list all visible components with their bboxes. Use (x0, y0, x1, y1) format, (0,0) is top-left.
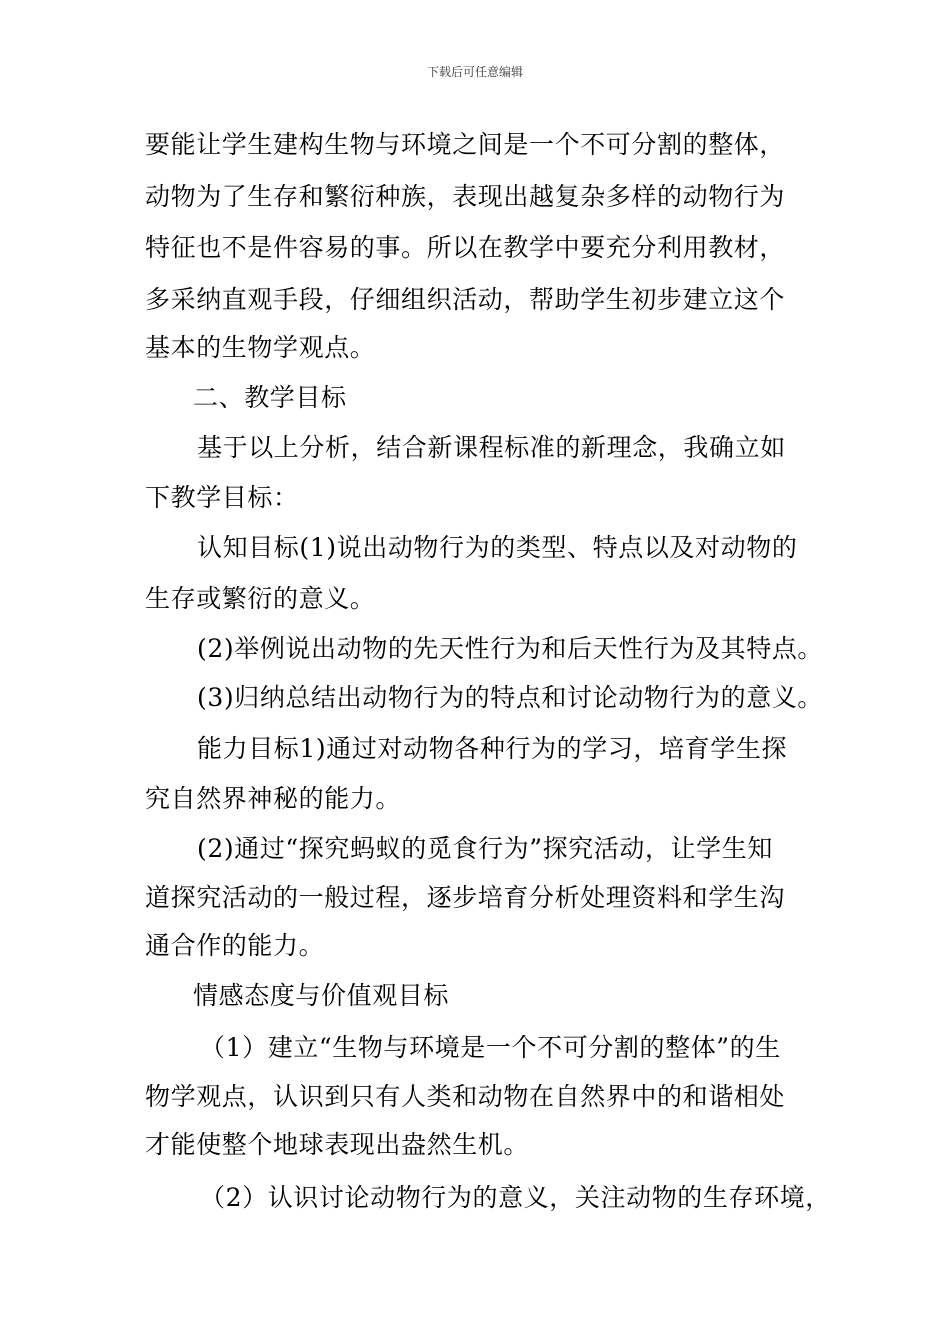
page-header: 下载后可任意编辑 (426, 65, 523, 79)
body-line: 才能使整个地球表现出盎然生机。 (145, 1130, 530, 1159)
section-heading: 情感态度与价值观目标 (193, 981, 450, 1010)
body-line: 究自然界神秘的能力。 (145, 784, 402, 813)
body-line: 生存或繁衍的意义。 (145, 584, 376, 613)
body-line: 下教学目标： (145, 483, 299, 512)
body-line: (3)归纳总结出动物行为的特点和讨论动物行为的意义。 (197, 683, 824, 712)
body-line: 物学观点，认识到只有人类和动物在自然界中的和谐相处 (145, 1082, 786, 1111)
body-line: 认知目标(1)说出动物行为的类型、特点以及对动物的 (197, 533, 798, 562)
body-line: 动物为了生存和繁衍种族，表现出越复杂多样的动物行为 (145, 182, 786, 211)
body-line: 多采纳直观手段，仔细组织活动，帮助学生初步建立这个 (145, 285, 786, 314)
body-line: 通合作的能力。 (145, 931, 325, 960)
body-line: 基本的生物学观点。 (145, 333, 376, 362)
body-line: 特征也不是件容易的事。所以在教学中要充分利用教材， (145, 233, 786, 262)
body-line: (2)举例说出动物的先天性行为和后天性行为及其特点。 (197, 634, 824, 663)
body-line: （2）认识讨论动物行为的意义，关注动物的生存环境， (200, 1183, 831, 1212)
body-line: 能力目标1)通过对动物各种行为的学习，培育学生探 (197, 734, 788, 763)
body-line: (2)通过“探究蚂蚁的觅食行为”探究活动，让学生知 (197, 834, 773, 863)
body-line: 要能让学生建构生物与环境之间是一个不可分割的整体， (145, 130, 786, 159)
body-line: （1）建立“生物与环境是一个不可分割的整体”的生 (200, 1033, 781, 1062)
section-heading: 二、教学目标 (193, 383, 347, 412)
body-line: 基于以上分析，结合新课程标准的新理念，我确立如 (197, 433, 786, 462)
body-line: 道探究活动的一般过程，逐步培育分析处理资料和学生沟 (145, 883, 786, 912)
